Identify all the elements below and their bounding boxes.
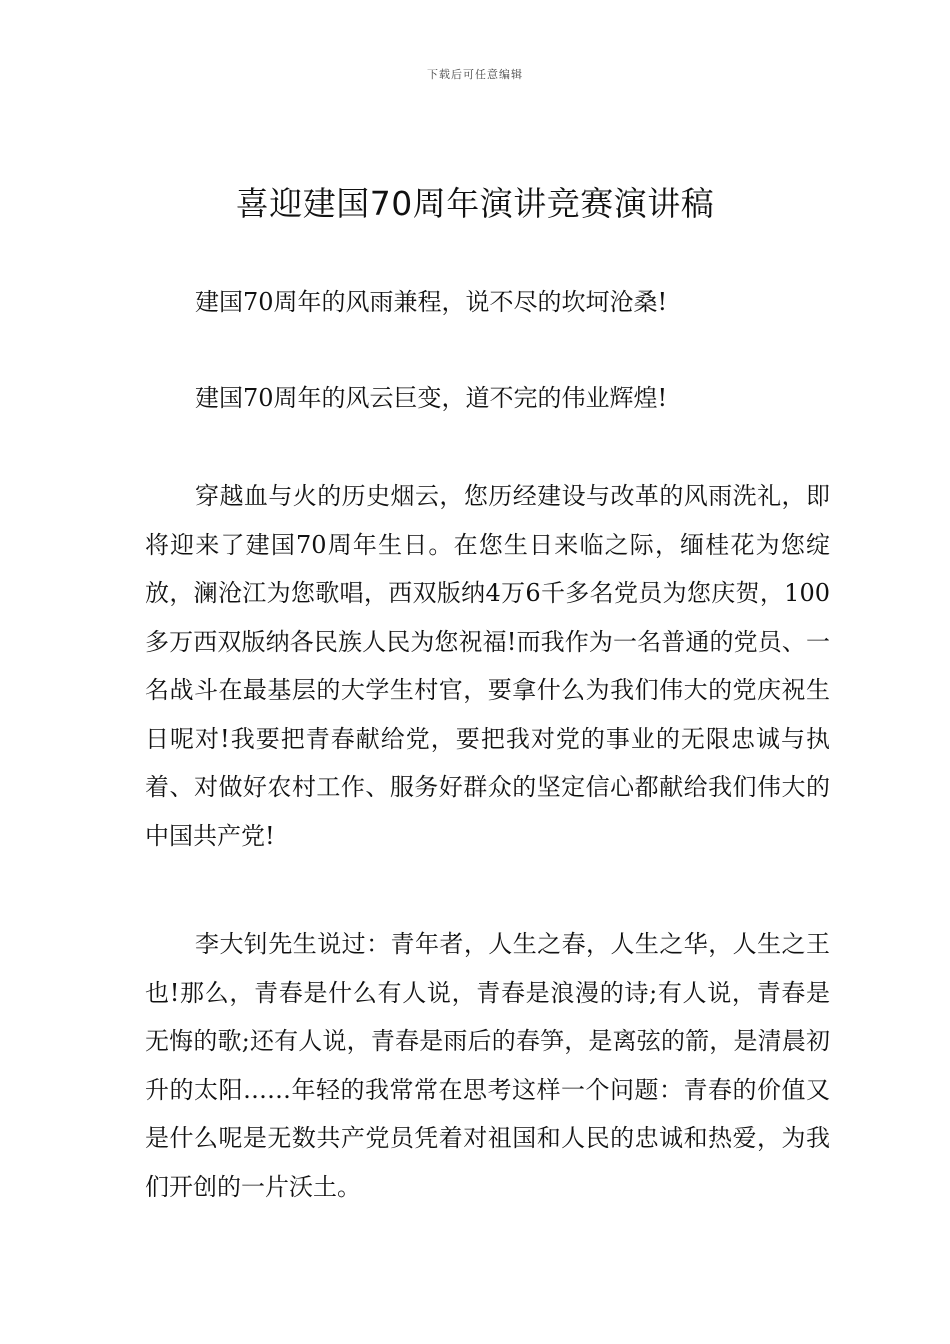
document-title: 喜迎建国70周年演讲竞赛演讲稿 xyxy=(235,184,715,223)
paragraph-1: 建国70周年的风雨兼程，说不尽的坎坷沧桑! xyxy=(195,288,668,316)
paragraph-4: 李大钊先生说过：青年者，人生之春，人生之华，人生之王也!那么，青春是什么有人说，青春是浪漫的诗;有人说，青春是无悔的歌;还有人说，青春是雨后的春笋，是离弦的箭，是清晨初升的太阳……年轻的我常常在思考这样一个问题：青春的价值又是什么呢是无数共产党员凭着对祖国和人民的忠诚和热爱，为我们开创的一片沃土。 xyxy=(145,930,830,1201)
paragraph-2: 建国70周年的风云巨变，道不完的伟业辉煌! xyxy=(195,384,668,412)
header-note: 下载后可任意编辑 xyxy=(427,68,523,81)
paragraph-3: 穿越血与火的历史烟云，您历经建设与改革的风雨洗礼，即将迎来了建国70周年生日。在您生日来临之际，缅桂花为您绽放，澜沧江为您歌唱，西双版纳4万6千多名党员为您庆贺，100多万西双版纳各民族人民为您祝福!而我作为一名普通的党员、一名战斗在最基层的大学生村官，要拿什么为我们伟大的党庆祝生日呢对!我要把青春献给党，要把我对党的事业的无限忠诚与执着、对做好农村工作、服务好群众的坚定信心都献给我们伟大的中国共产党! xyxy=(145,482,830,850)
